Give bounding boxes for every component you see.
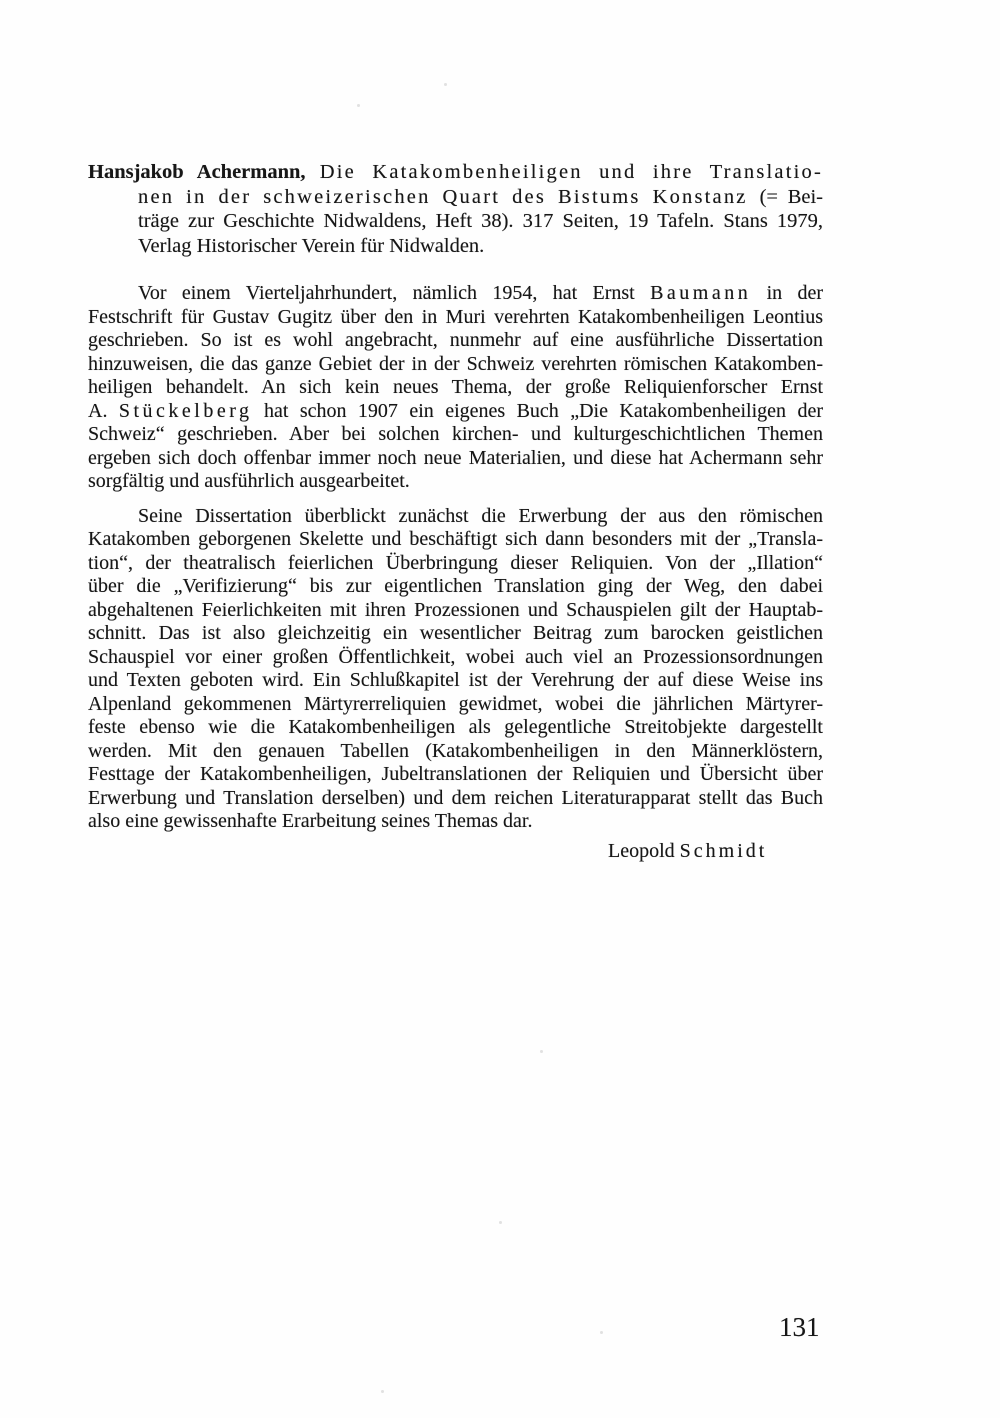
text-segment: werden. Mit den genauen Tabellen (Katakombenheiligen in den Männerklöstern, bbox=[88, 739, 823, 762]
text-line bbox=[88, 376, 823, 400]
text-segment: (= Bei- bbox=[759, 185, 823, 208]
text-line bbox=[88, 693, 823, 717]
text-segment: hinzuweisen, die das ganze Gebiet der in der Schweiz verehrten römischen Katakomben- bbox=[88, 352, 823, 375]
text-segment: also eine gewissenhafte Erarbeitung seines Themas dar. bbox=[88, 810, 533, 833]
letterspaced-text: Baumann bbox=[650, 282, 752, 305]
scan-speck bbox=[381, 1390, 384, 1393]
text-line bbox=[88, 599, 823, 623]
scan-speck bbox=[357, 104, 360, 107]
text-line bbox=[88, 716, 823, 740]
text-segment: heiligen behandelt. An sich kein neues Thema, der große Reliquienforscher Ernst bbox=[88, 376, 823, 399]
text-segment: abgehaltenen Feierlichkeiten mit ihren Prozessionen und Schauspielen gilt der Hauptab- bbox=[88, 598, 823, 621]
text-segment: Schauspiel vor einer großen Öffentlichkeit, wobei auch viel an Prozessionsordnungen bbox=[88, 645, 823, 668]
review-paragraph-1 bbox=[88, 282, 823, 494]
letterspaced-text: nen in der schweizerischen Quart des Bistums Konstanz bbox=[138, 185, 760, 208]
scan-speck bbox=[600, 1331, 603, 1334]
scan-speck bbox=[499, 1221, 502, 1224]
text-line bbox=[88, 234, 823, 259]
text-segment: über die „Verifizierung“ bis zur eigentlichen Translation ging der Weg, den dabei bbox=[88, 575, 823, 598]
scan-speck bbox=[444, 83, 447, 86]
text-line bbox=[88, 740, 823, 764]
reviewer-signature bbox=[88, 840, 823, 864]
scan-speck bbox=[540, 1050, 543, 1053]
text-segment: feste ebenso wie die Katakombenheiligen als gelegentliche Streitobjekte dargestellt bbox=[88, 716, 823, 739]
bold-lead-text: Hansjakob Achermann, bbox=[88, 161, 320, 183]
text-segment: Vor einem Vierteljahrhundert, nämlich 1954, hat Ernst bbox=[138, 282, 651, 305]
text-segment: träge zur Geschichte Nidwaldens, Heft 38). 317 Seiten, 19 Tafeln. Stans 1979, bbox=[138, 210, 823, 233]
text-segment: und Texten geboten wird. Ein Schlußkapitel ist der Verehrung der auf diese Weise ins bbox=[88, 669, 823, 692]
text-line bbox=[88, 209, 823, 234]
text-segment: Festschrift für Gustav Gugitz über den in Muri verehrten Katakombenheiligen Leontius bbox=[88, 305, 823, 328]
text-line bbox=[88, 787, 823, 811]
reviewer-surname: Schmidt bbox=[679, 839, 768, 862]
review-paragraph-2 bbox=[88, 505, 823, 834]
text-line bbox=[88, 423, 823, 447]
text-line bbox=[88, 763, 823, 787]
text-line bbox=[88, 306, 823, 330]
text-line bbox=[88, 160, 823, 185]
page-number: 131 bbox=[779, 1312, 820, 1342]
text-segment: schnitt. Das ist also gleichzeitig ein wesentlicher Beitrag zum barocken geistlichen bbox=[88, 622, 823, 645]
text-segment: Erwerbung und Translation derselben) und dem reichen Literaturapparat stellt das Buch bbox=[88, 786, 823, 809]
text-segment: Katakomben geborgenen Skelette und beschäftigt sich dann besonders mit der „Transla- bbox=[88, 528, 823, 551]
text-line bbox=[88, 353, 823, 377]
text-line bbox=[88, 282, 823, 306]
text-segment: Schweiz“ geschrieben. Aber bei solchen kirchen- und kulturgeschichtlichen Themen bbox=[88, 423, 823, 446]
text-line bbox=[88, 669, 823, 693]
text-segment: geschrieben. So ist es wohl angebracht, nunmehr auf eine ausführliche Dissertation bbox=[88, 329, 823, 352]
text-segment: tion“, der theatralisch feierlichen Überbringung dieser Reliquien. Von der „Illation“ bbox=[88, 551, 823, 574]
text-segment: ergeben sich doch offenbar immer noch neue Materialien, und diese hat Achermann sehr bbox=[88, 446, 823, 469]
text-segment: Verlag Historischer Verein für Nidwalden. bbox=[138, 234, 485, 257]
text-line bbox=[88, 470, 823, 494]
text-line bbox=[88, 622, 823, 646]
text-line bbox=[88, 185, 823, 210]
text-segment: sorgfältig und ausführlich ausgearbeitet. bbox=[88, 470, 410, 493]
bibliographic-heading bbox=[88, 160, 823, 258]
text-line bbox=[88, 810, 823, 834]
reviewer-first-name: Leopold bbox=[608, 839, 680, 862]
text-line bbox=[88, 400, 823, 424]
text-line bbox=[88, 447, 823, 471]
text-line bbox=[88, 552, 823, 576]
text-line bbox=[88, 329, 823, 353]
text-line bbox=[88, 528, 823, 552]
letterspaced-text: Die Katakombenheiligen und ihre Translatio- bbox=[319, 161, 823, 183]
text-line bbox=[88, 646, 823, 670]
letterspaced-text: Stückelberg bbox=[118, 399, 253, 422]
text-segment: hat schon 1907 ein eigenes Buch „Die Katakombenheiligen der bbox=[252, 399, 823, 422]
review-text-block bbox=[88, 160, 823, 863]
text-segment: Seine Dissertation überblickt zunächst die Erwerbung der aus den römischen bbox=[138, 504, 823, 527]
text-segment: Festtage der Katakombenheiligen, Jubeltranslationen der Reliquien und Übersicht über bbox=[88, 763, 823, 786]
text-line bbox=[88, 575, 823, 599]
text-segment: in der bbox=[751, 282, 823, 305]
text-segment: Alpenland gekommenen Märtyrerreliquien gewidmet, wobei die jährlichen Märtyrer- bbox=[88, 692, 823, 715]
text-line bbox=[88, 505, 823, 529]
text-segment: A. bbox=[88, 399, 119, 422]
